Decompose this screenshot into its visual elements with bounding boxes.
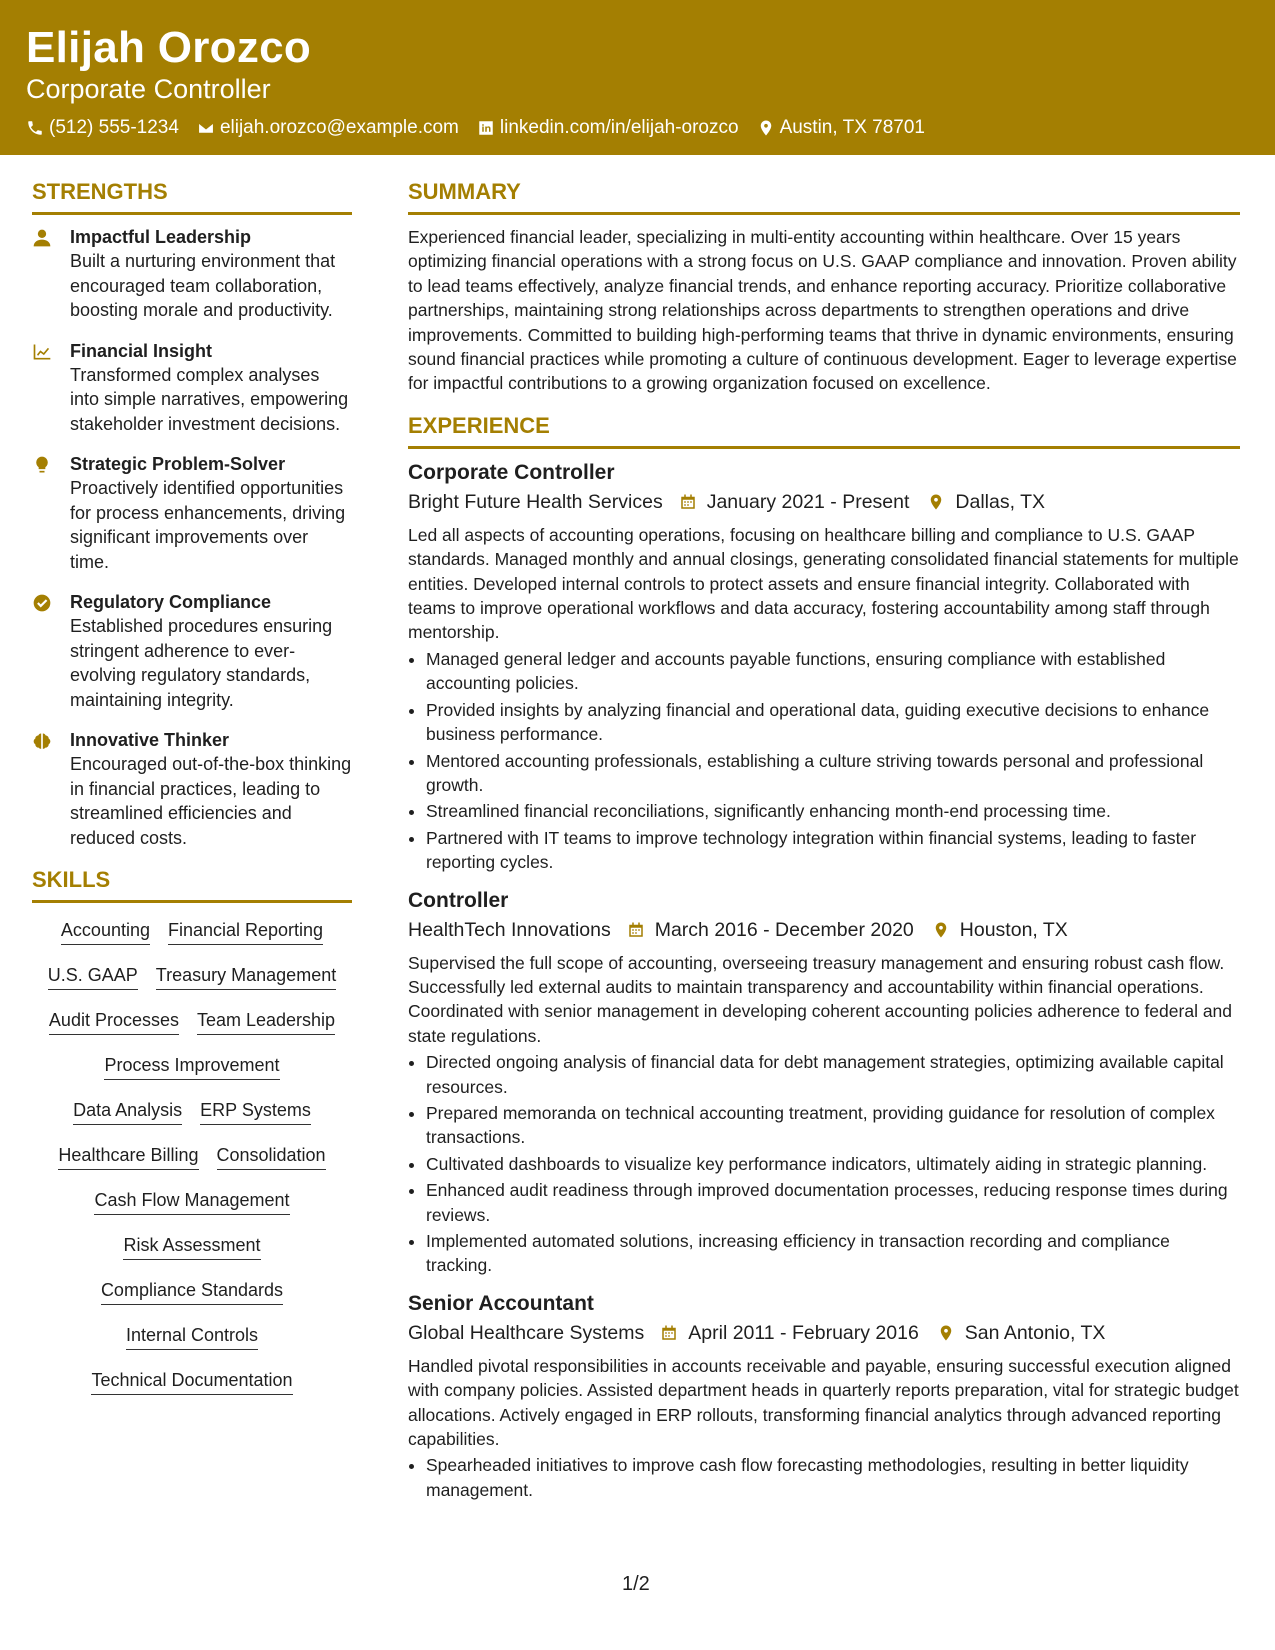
job-dates: April 2011 - February 2016	[688, 1321, 919, 1344]
strength-title: Regulatory Compliance	[70, 592, 272, 612]
job-meta	[408, 487, 1240, 517]
strength-title: Innovative Thinker	[70, 730, 230, 750]
strength-description: Proactively identified opportunities for process enhancements, driving significant improvements over time.	[70, 478, 346, 572]
job-description: Handled pivotal responsibilities in accounts receivable and payable, ensuring successful execution aligned with company policies. Assisted department heads in quarterly reports preparation, vital for strategic budget allocations. Actively engaged in ERP rollouts, transforming financial analytics through advanced reporting capabilities.	[408, 1355, 1239, 1450]
job-description: Led all aspects of accounting operations, focusing on healthcare billing and compliance to U.S. GAAP standards. Managed monthly and annual closings, generating consolidated financial statements for multiple entities. Developed internal controls to protect assets and ensure financial integrity. Collaborated with teams to improve operational workflows and data accuracy, fostering accountability among staff through mentorship.	[408, 524, 1239, 643]
job-title: Controller	[408, 888, 509, 912]
summary-heading: SUMMARY	[408, 178, 1240, 215]
skills-list	[32, 913, 352, 1395]
map-pin-icon	[937, 1324, 955, 1342]
strength-item	[32, 590, 352, 712]
skill-tag: Healthcare Billing	[58, 1144, 198, 1170]
strength-description: Built a nurturing environment that encouraged team collaboration, boosting morale and productivity.	[70, 251, 336, 320]
skill-tag: Data Analysis	[73, 1099, 182, 1125]
skill-tag: Cash Flow Management	[94, 1189, 289, 1215]
job-company: HealthTech Innovations	[408, 918, 611, 941]
summary-text: Experienced financial leader, specializing in multi-entity accounting within healthcare. Over 15 years optimizing financial operations with a strong focus on U.S. GAAP compliance and innovation. Proven ability to lead teams effectively, analyze financial trends, and enhance reporting accuracy. Prioritize collaborative partnerships, maintaining strong relationships across departments to strengthen operations and drive improvements. Committed to building high-performing teams that thrive in dynamic environments, ensuring sound financial practices while promoting a culture of continuous development. Eager to leverage expertise for impactful contributions to a growing organization focused on excellence.	[408, 227, 1237, 394]
job-bullet: • Cultivated dashboards to visualize key performance indicators, ultimately aiding in strategic planning.	[426, 1152, 1240, 1176]
calendar-icon	[627, 921, 645, 939]
job-meta	[408, 1318, 1240, 1348]
job-bullet: • Mentored accounting professionals, establishing a culture striving towards personal and professional growth.	[426, 749, 1240, 798]
resume-header	[0, 0, 1275, 155]
job-entry	[408, 1290, 1240, 1502]
strength-description: Encouraged out-of-the-box thinking in financial practices, leading to streamlined efficiencies and reduced costs.	[70, 754, 352, 848]
linkedin-icon	[477, 119, 495, 137]
map-pin-icon	[927, 493, 945, 511]
job-location: San Antonio, TX	[964, 1321, 1106, 1344]
skill-tag: Compliance Standards	[101, 1279, 283, 1305]
strength-item	[32, 225, 352, 323]
skill-tag: Process Improvement	[104, 1054, 279, 1080]
contact-phone[interactable]	[26, 116, 179, 140]
candidate-title: Corporate Controller	[26, 74, 271, 104]
skill-tag: U.S. GAAP	[48, 964, 138, 990]
skill-tag: Financial Reporting	[168, 919, 323, 945]
contact-email[interactable]	[197, 116, 459, 140]
strength-item	[32, 452, 352, 574]
page-number: 1/2	[622, 1573, 650, 1595]
skill-tag: ERP Systems	[200, 1099, 311, 1125]
map-pin-icon	[932, 921, 950, 939]
job-title: Senior Accountant	[408, 1291, 594, 1315]
contact-bar	[26, 116, 925, 140]
skill-tag: Technical Documentation	[91, 1369, 292, 1395]
job-dates: January 2021 - Present	[706, 490, 910, 513]
user-icon	[32, 228, 52, 248]
calendar-icon	[660, 1324, 678, 1342]
strength-item	[32, 339, 352, 437]
skill-tag: Risk Assessment	[123, 1234, 260, 1260]
strength-item	[32, 728, 352, 850]
linkedin-text: linkedin.com/in/elijah-orozco	[499, 117, 739, 138]
job-bullet: • Provided insights by analyzing financial and operational data, guiding executive decisions to enhance business performance.	[426, 698, 1240, 747]
experience-heading: EXPERIENCE	[408, 412, 1240, 449]
skill-tag: Consolidation	[217, 1144, 326, 1170]
job-location: Houston, TX	[959, 918, 1068, 941]
check-circle-icon	[32, 593, 52, 613]
skill-tag: Accounting	[61, 919, 150, 945]
job-company: Global Healthcare Systems	[408, 1321, 645, 1344]
strength-description: Established procedures ensuring stringent adherence to ever-evolving regulatory standards, maintaining integrity.	[70, 616, 333, 710]
job-location: Dallas, TX	[955, 490, 1045, 513]
lightbulb-icon	[32, 455, 52, 475]
map-pin-icon	[757, 119, 775, 137]
skill-tag: Internal Controls	[126, 1324, 258, 1350]
job-bullets	[408, 1453, 1240, 1502]
job-bullet: • Managed general ledger and accounts payable functions, ensuring compliance with established accounting policies.	[426, 647, 1240, 696]
strength-title: Strategic Problem-Solver	[70, 454, 286, 474]
strength-description: Transformed complex analyses into simple narratives, empowering stakeholder investment decisions.	[70, 364, 349, 434]
job-bullet: • Enhanced audit readiness through improved documentation processes, reducing response times during reviews.	[426, 1178, 1240, 1227]
job-description: Supervised the full scope of accounting, overseeing treasury management and ensuring robust cash flow. Successfully led external audits to maintain transparency and accountability within financial operations. Coordinated with senior management in developing coherent accounting policies adherence to federal and state regulations.	[408, 952, 1233, 1046]
job-entry	[408, 887, 1240, 1278]
strength-title: Impactful Leadership	[70, 227, 252, 247]
skill-tag: Audit Processes	[49, 1009, 179, 1035]
envelope-icon	[197, 119, 215, 137]
email-text: elijah.orozco@example.com	[219, 117, 459, 138]
job-bullets	[408, 1050, 1240, 1278]
skill-tag: Treasury Management	[156, 964, 336, 990]
job-bullets	[408, 647, 1240, 875]
brain-icon	[32, 731, 52, 751]
job-bullet: • Prepared memoranda on technical accounting treatment, providing guidance for resolution of complex transactions.	[426, 1101, 1240, 1150]
phone-text: (512) 555-1234	[49, 117, 179, 138]
contact-linkedin[interactable]	[477, 116, 739, 140]
strengths-list	[32, 225, 352, 850]
job-title: Corporate Controller	[408, 460, 615, 484]
strength-title: Financial Insight	[70, 340, 213, 361]
job-bullet: • Spearheaded initiatives to improve cash flow forecasting methodologies, resulting in better liquidity management.	[426, 1453, 1240, 1502]
job-bullet: • Streamlined financial reconciliations, significantly enhancing month-end processing time.	[426, 799, 1240, 823]
job-bullet: • Partnered with IT teams to improve technology integration within financial systems, leading to faster reporting cycles.	[426, 826, 1240, 875]
candidate-name: Elijah Orozco	[26, 23, 312, 72]
strengths-heading: STRENGTHS	[32, 178, 352, 215]
contact-location	[757, 116, 925, 140]
left-column	[32, 178, 352, 1414]
job-dates: March 2016 - December 2020	[654, 918, 914, 941]
job-bullet: • Directed ongoing analysis of financial data for debt management strategies, optimizing available capital resources.	[426, 1050, 1240, 1099]
location-text: Austin, TX 78701	[779, 117, 925, 138]
job-entry	[408, 459, 1240, 875]
skills-heading: SKILLS	[32, 866, 352, 903]
phone-icon	[26, 119, 44, 137]
right-column	[408, 178, 1240, 1514]
calendar-icon	[679, 493, 697, 511]
skill-tag: Team Leadership	[197, 1009, 335, 1035]
job-company: Bright Future Health Services	[408, 490, 663, 513]
chart-line-icon	[32, 342, 52, 362]
job-meta	[408, 915, 1240, 945]
job-bullet: • Implemented automated solutions, increasing efficiency in transaction recording and compliance tracking.	[426, 1229, 1240, 1278]
